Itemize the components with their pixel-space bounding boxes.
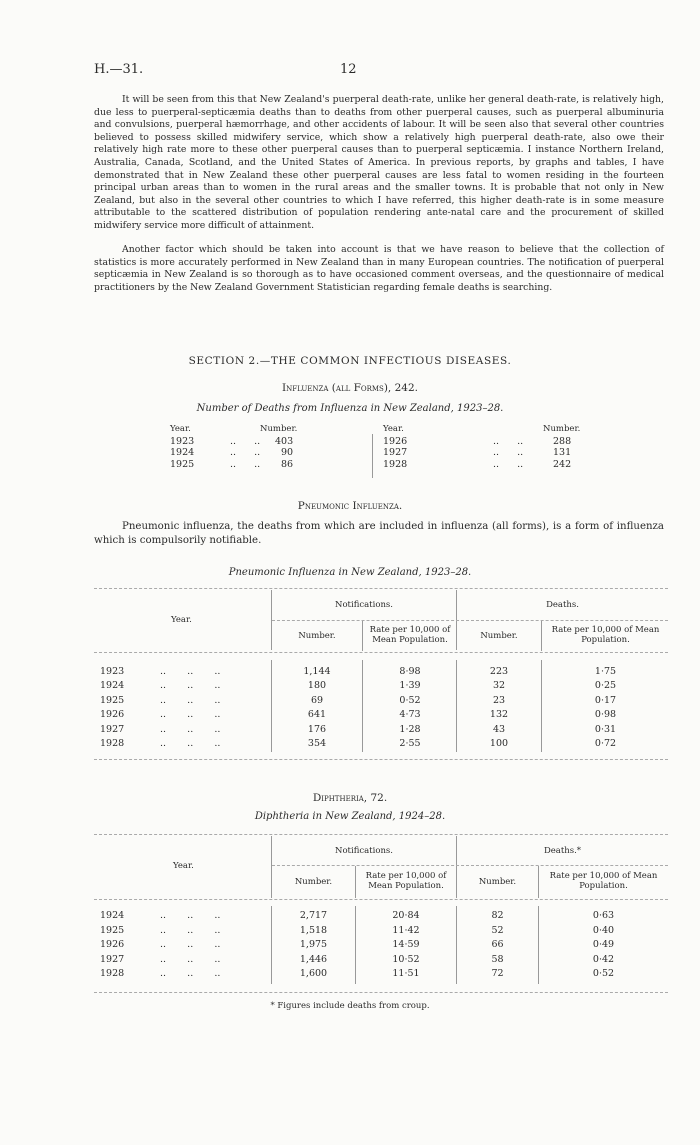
cell-notif: 641 — [307, 709, 327, 721]
cell-notif: 1,144 — [303, 666, 331, 677]
pneumonic-table-title: Pneumonic Influenza in New Zealand, 1923–28. — [228, 567, 472, 578]
leader-dots: .. .. .. — [160, 680, 221, 692]
leader-dots: .. .. .. — [160, 939, 221, 951]
cell-year: 1928 — [100, 738, 125, 749]
leader-dots: .. .. .. — [160, 709, 221, 721]
cell-deaths-rate: 0·98 — [594, 709, 617, 721]
col-number-label: Number. — [260, 424, 298, 434]
cell-deaths-rate: 0·31 — [594, 723, 617, 735]
cell-notif-rate: 11·42 — [392, 924, 420, 936]
col-deaths-rate-label: Rate per 10,000 of Mean Population. — [549, 871, 658, 891]
column-divider — [372, 434, 373, 478]
leader-dots: .. .. .. — [160, 953, 221, 965]
table-row: 1926 .. .. 288 — [383, 435, 572, 447]
cell-notif: 176 — [307, 723, 327, 735]
influenza-right-column — [383, 424, 583, 470]
col-number-label: Number. — [294, 877, 333, 887]
influenza-left-column — [168, 424, 368, 470]
col-rate-label: Rate per 10,000 of Mean Population. — [369, 625, 451, 645]
leader-dots: .. .. .. — [160, 968, 221, 980]
cell-deaths-rate: 1·75 — [594, 666, 617, 677]
influenza-heading: Influenza (all Forms), 242. — [282, 382, 418, 394]
cell-notif: 1,446 — [299, 953, 328, 965]
cell-notif-rate: 20·84 — [392, 910, 420, 921]
cell-deaths-rate: 0·63 — [592, 910, 615, 921]
cell-deaths-rate: 0·49 — [592, 939, 615, 951]
leader-dots: .. .. .. — [160, 910, 221, 921]
leader-dots: .. .. .. — [160, 924, 221, 936]
page-header — [0, 62, 700, 82]
pneumonic-paragraph: Pneumonic influenza, the deaths from which are included in influenza (all forms), is a form of influenza which is compulsorily notifiable. — [94, 521, 664, 546]
cell-year: 1926 — [100, 939, 125, 951]
cell-notif-rate: 2·55 — [399, 738, 421, 749]
cell-deaths: 52 — [491, 924, 504, 936]
footnote: * Figures include deaths from croup. — [270, 1001, 430, 1011]
cell-notif-rate: 1·28 — [399, 723, 421, 735]
table-row: 1923 .. .. 403 — [170, 435, 294, 447]
group-notifications-label: Notifications. — [335, 846, 393, 856]
leader-dots: .. .. .. — [160, 694, 221, 706]
col-deaths-rate-label: Rate per 10,000 of Mean Population. — [551, 625, 660, 645]
table-row: 1924 .. .. 90 — [170, 447, 294, 458]
table-row: 1927 .. .. 131 — [383, 447, 572, 458]
page-number: 12 — [340, 62, 357, 77]
col-rate-label: Rate per 10,000 of Mean Population. — [365, 871, 447, 891]
cell-deaths: 58 — [491, 953, 504, 965]
diphtheria-table-title: Diphtheria in New Zealand, 1924–28. — [254, 811, 446, 822]
col-year-label: Year. — [171, 615, 192, 625]
cell-notif: 1,518 — [299, 924, 328, 936]
cell-deaths: 72 — [491, 968, 504, 980]
col-year-label: Year. — [173, 861, 194, 871]
paragraph-puerperal-deathrate: It will be seen from this that New Zealand's puerperal death-rate, unlike her general death-rate, is relatively high, due less to puerperal-septicæmia deaths than to deaths from other puerperal causes, such as puerperal albuminuria and convulsions, puerperal hæmorrhage, and other accidents of labour. It will be seen also that several other countries believed to possess skilled midwifery service, which show a relatively high puerperal death-rate, also owe their relatively high rate more to these other puerperal causes than to puerperal septicæmia. I instance Northern Ireland, Australia, Canada, Scotland, and the United States of America. In previous reports, by graphs and tables, I have demonstrated that in New Zealand these other puerperal causes are less fatal to women residing in the fourteen principal urban areas than to women in the rural areas and the smaller towns. It is probable that not only in New Zealand, but also in the several other countries to which I have referred, this higher death-rate is in some measure attributable to the scattered distribution of population rendering ante-natal care and the procurement of skilled midwifery service more difficult of attainment. — [94, 94, 664, 231]
cell-year: 1925 — [100, 924, 125, 936]
cell-deaths-rate: 0·42 — [592, 953, 615, 965]
cell-year: 1926 — [100, 709, 125, 721]
diphtheria-heading: Diphtheria, 72. — [312, 792, 388, 804]
section-title: SECTION 2.—THE COMMON INFECTIOUS DISEASES. — [188, 355, 512, 367]
cell-deaths: 82 — [491, 910, 504, 921]
leader-dots: .. .. .. — [160, 738, 221, 749]
cell-year: 1925 — [100, 694, 125, 706]
cell-deaths: 43 — [492, 723, 506, 735]
cell-notif-rate: 1·39 — [399, 680, 421, 692]
cell-year: 1928 — [100, 968, 125, 980]
influenza-subtitle: Number of Deaths from Influenza in New Zealand, 1923–28. — [196, 403, 504, 414]
cell-notif-rate: 11·51 — [392, 968, 420, 980]
group-deaths-label: Deaths.* — [543, 846, 582, 856]
cell-year: 1924 — [100, 680, 125, 692]
col-deaths-number-label: Number. — [478, 877, 517, 887]
cell-deaths-rate: 0·40 — [592, 924, 615, 936]
table-row: 1928 .. .. 242 — [383, 458, 572, 470]
cell-deaths: 100 — [489, 738, 509, 749]
report-code: H.—31. — [94, 62, 144, 77]
col-year-label: Year. — [170, 424, 191, 434]
paragraph-statistics: Another factor which should be taken into account is that we have reason to believe that the collection of statistics is more accurately performed in New Zealand than in many European countries. The notification of puerperal septicæmia in New Zealand is so thorough as to have occasioned comment overseas, and the questionnaire of medical practitioners by the New Zealand Government Statistician regarding female deaths is searching. — [94, 244, 664, 293]
cell-deaths: 66 — [491, 939, 504, 951]
leader-dots: .. .. .. — [160, 666, 221, 677]
table-row: 1925 .. .. 86 — [170, 458, 294, 470]
cell-year: 1927 — [100, 953, 125, 965]
col-year-label: Year. — [383, 424, 404, 434]
cell-year: 1924 — [100, 910, 125, 921]
cell-notif-rate: 14·59 — [392, 939, 420, 951]
cell-notif: 1,975 — [299, 939, 328, 951]
cell-deaths: 132 — [489, 709, 509, 721]
cell-deaths-rate: 0·25 — [594, 680, 617, 692]
cell-deaths: 23 — [492, 694, 506, 706]
cell-deaths: 32 — [492, 680, 506, 692]
col-number-label: Number. — [298, 631, 336, 641]
cell-year: 1927 — [100, 723, 125, 735]
group-notifications-label: Notifications. — [335, 600, 393, 610]
cell-notif-rate: 4·73 — [399, 709, 421, 721]
cell-deaths-rate: 0·17 — [594, 694, 617, 706]
group-deaths-label: Deaths. — [546, 600, 579, 610]
col-deaths-number-label: Number. — [480, 631, 518, 641]
cell-deaths-rate: 0·72 — [594, 738, 617, 749]
cell-year: 1923 — [100, 666, 125, 677]
cell-notif: 354 — [307, 738, 327, 749]
cell-notif-rate: 10·52 — [392, 953, 420, 965]
pneumonic-heading: Pneumonic Influenza. — [297, 500, 403, 512]
cell-deaths: 223 — [489, 666, 509, 677]
cell-notif: 180 — [307, 680, 327, 692]
cell-notif-rate: 0·52 — [399, 694, 421, 706]
leader-dots: .. .. .. — [160, 723, 221, 735]
cell-notif-rate: 8·98 — [399, 666, 421, 677]
cell-deaths-rate: 0·52 — [592, 968, 615, 980]
cell-notif: 69 — [310, 694, 324, 706]
cell-notif: 2,717 — [299, 910, 328, 921]
col-number-label: Number. — [543, 424, 581, 434]
cell-notif: 1,600 — [299, 968, 328, 980]
